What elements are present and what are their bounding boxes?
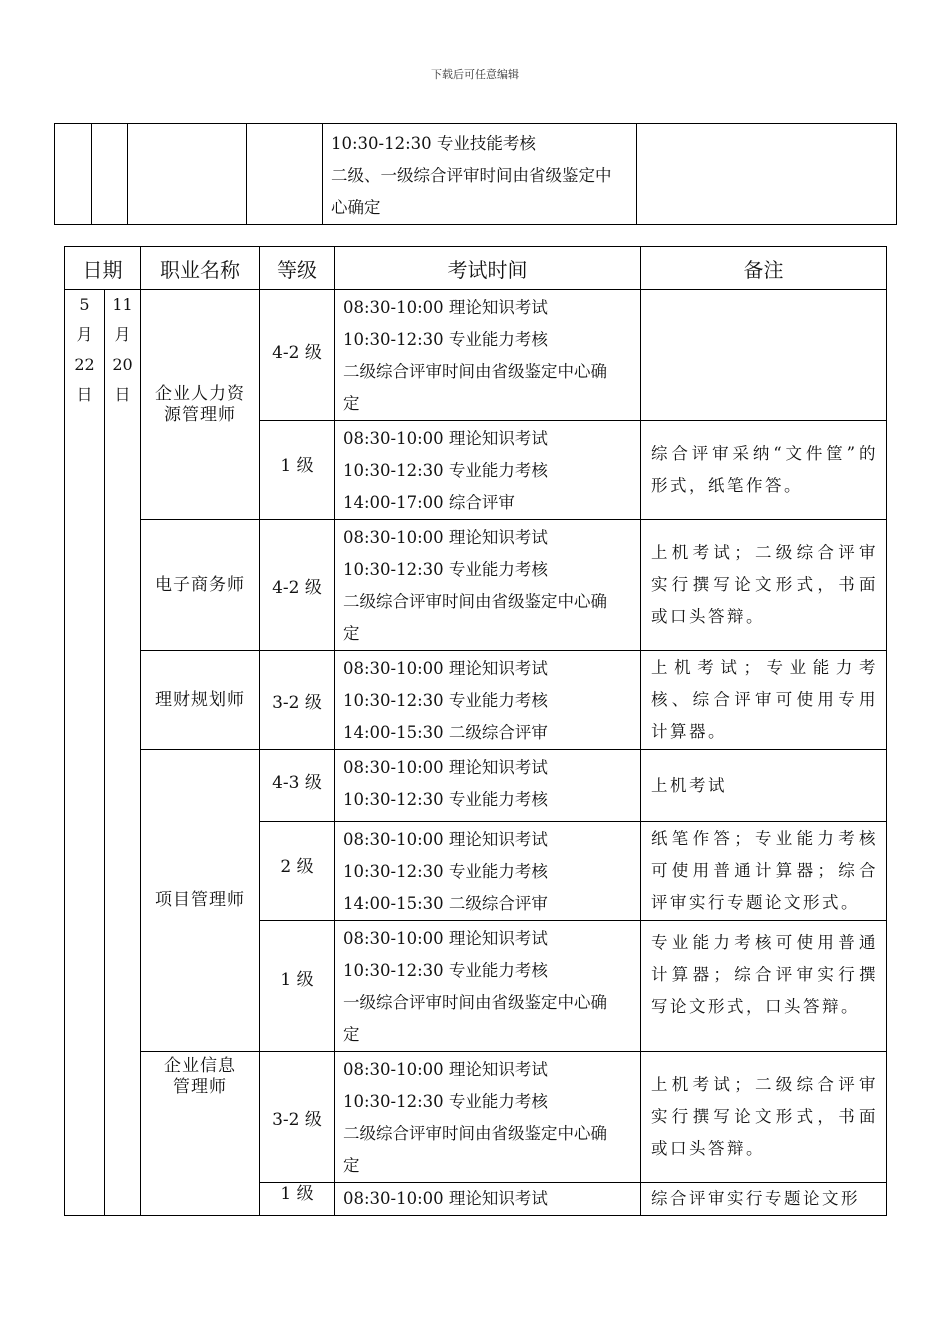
- note-cell: 综合评审采纳“文件筐”的形式，纸笔作答。: [641, 421, 887, 520]
- empty-cell: [92, 124, 128, 225]
- table-row: [65, 750, 887, 822]
- time-line: 心确定: [331, 198, 381, 217]
- page-header: 下载后可任意编辑: [431, 68, 519, 81]
- exam-time-cell: 08:30-10:00 理论知识考试 10:30-12:30 专业能力考核: [335, 750, 641, 822]
- level-cell: 1 级: [260, 1183, 335, 1216]
- exam-time-cell: 08:30-10:00 理论知识考试 10:30-12:30 专业能力考核 14:00-17:00 综合评审: [335, 421, 641, 520]
- level-cell: 1 级: [260, 921, 335, 1052]
- level-cell: 4-2 级: [260, 290, 335, 421]
- empty-cell: [247, 124, 323, 225]
- date-cell-2: 11 月 20 日: [105, 290, 141, 1216]
- exam-time-cell: 08:30-10:00 理论知识考试 10:30-12:30 专业能力考核 二级综合评审时间由省级鉴定中心确 定: [335, 290, 641, 421]
- header-row: [65, 247, 887, 290]
- previous-table-fragment: [54, 123, 897, 225]
- level-cell: 4-2 级: [260, 520, 335, 651]
- level-cell: 1 级: [260, 421, 335, 520]
- note-cell: 上机考试；二级综合评审实行撰写论文形式，书面或口头答辩。: [641, 1052, 887, 1183]
- header-note: 备注: [641, 247, 887, 290]
- exam-time-cell: [323, 124, 637, 225]
- header-time: 考试时间: [335, 247, 641, 290]
- level-cell: 2 级: [260, 822, 335, 921]
- table-row: [65, 520, 887, 651]
- table-row: [65, 1052, 887, 1183]
- header-level: 等级: [260, 247, 335, 290]
- note-cell: 上机考试: [641, 750, 887, 822]
- note-cell: [637, 124, 897, 225]
- header-name: 职业名称: [141, 247, 260, 290]
- exam-schedule-table: [64, 246, 887, 1216]
- occupation-name: 项目管理师: [141, 750, 260, 1052]
- occupation-name: 电子商务师: [141, 520, 260, 651]
- header-date: 日期: [65, 247, 141, 290]
- table-row: [65, 651, 887, 750]
- date-cell-1: 5 月 22 日: [65, 290, 105, 1216]
- note-cell: 上机考试；二级综合评审实行撰写论文形式，书面或口头答辩。: [641, 520, 887, 651]
- note-cell: 综合评审实行专题论文形: [641, 1183, 887, 1216]
- exam-time-cell: 08:30-10:00 理论知识考试 10:30-12:30 专业能力考核 二级综合评审时间由省级鉴定中心确 定: [335, 520, 641, 651]
- note-cell: 上机考试；专业能力考核、综合评审可使用专用计算器。: [641, 651, 887, 750]
- exam-time-cell: 08:30-10:00 理论知识考试 10:30-12:30 专业能力考核 一级综合评审时间由省级鉴定中心确 定: [335, 921, 641, 1052]
- empty-cell: [128, 124, 247, 225]
- time-line: 10:30-12:30 专业技能考核: [331, 134, 536, 153]
- table-row: [65, 290, 887, 421]
- level-cell: 3-2 级: [260, 1052, 335, 1183]
- occupation-name: 企业信息管理师: [141, 1052, 260, 1216]
- note-cell: 专业能力考核可使用普通计算器；综合评审实行撰写论文形式，口头答辩。: [641, 921, 887, 1052]
- time-line: 二级、一级综合评审时间由省级鉴定中: [331, 166, 612, 185]
- exam-time-cell: 08:30-10:00 理论知识考试 10:30-12:30 专业能力考核 14:00-15:30 二级综合评审: [335, 822, 641, 921]
- note-cell: 纸笔作答；专业能力考核可使用普通计算器；综合评审实行专题论文形式。: [641, 822, 887, 921]
- level-cell: 3-2 级: [260, 651, 335, 750]
- occupation-name: 企业人力资源管理师: [141, 290, 260, 520]
- level-cell: 4-3 级: [260, 750, 335, 822]
- exam-time-cell: 08:30-10:00 理论知识考试 10:30-12:30 专业能力考核 二级综合评审时间由省级鉴定中心确 定: [335, 1052, 641, 1183]
- exam-time-cell: 08:30-10:00 理论知识考试 10:30-12:30 专业能力考核 14:00-15:30 二级综合评审: [335, 651, 641, 750]
- occupation-name: 理财规划师: [141, 651, 260, 750]
- note-cell: [641, 290, 887, 421]
- empty-cell: [55, 124, 92, 225]
- exam-time-cell: 08:30-10:00 理论知识考试: [335, 1183, 641, 1216]
